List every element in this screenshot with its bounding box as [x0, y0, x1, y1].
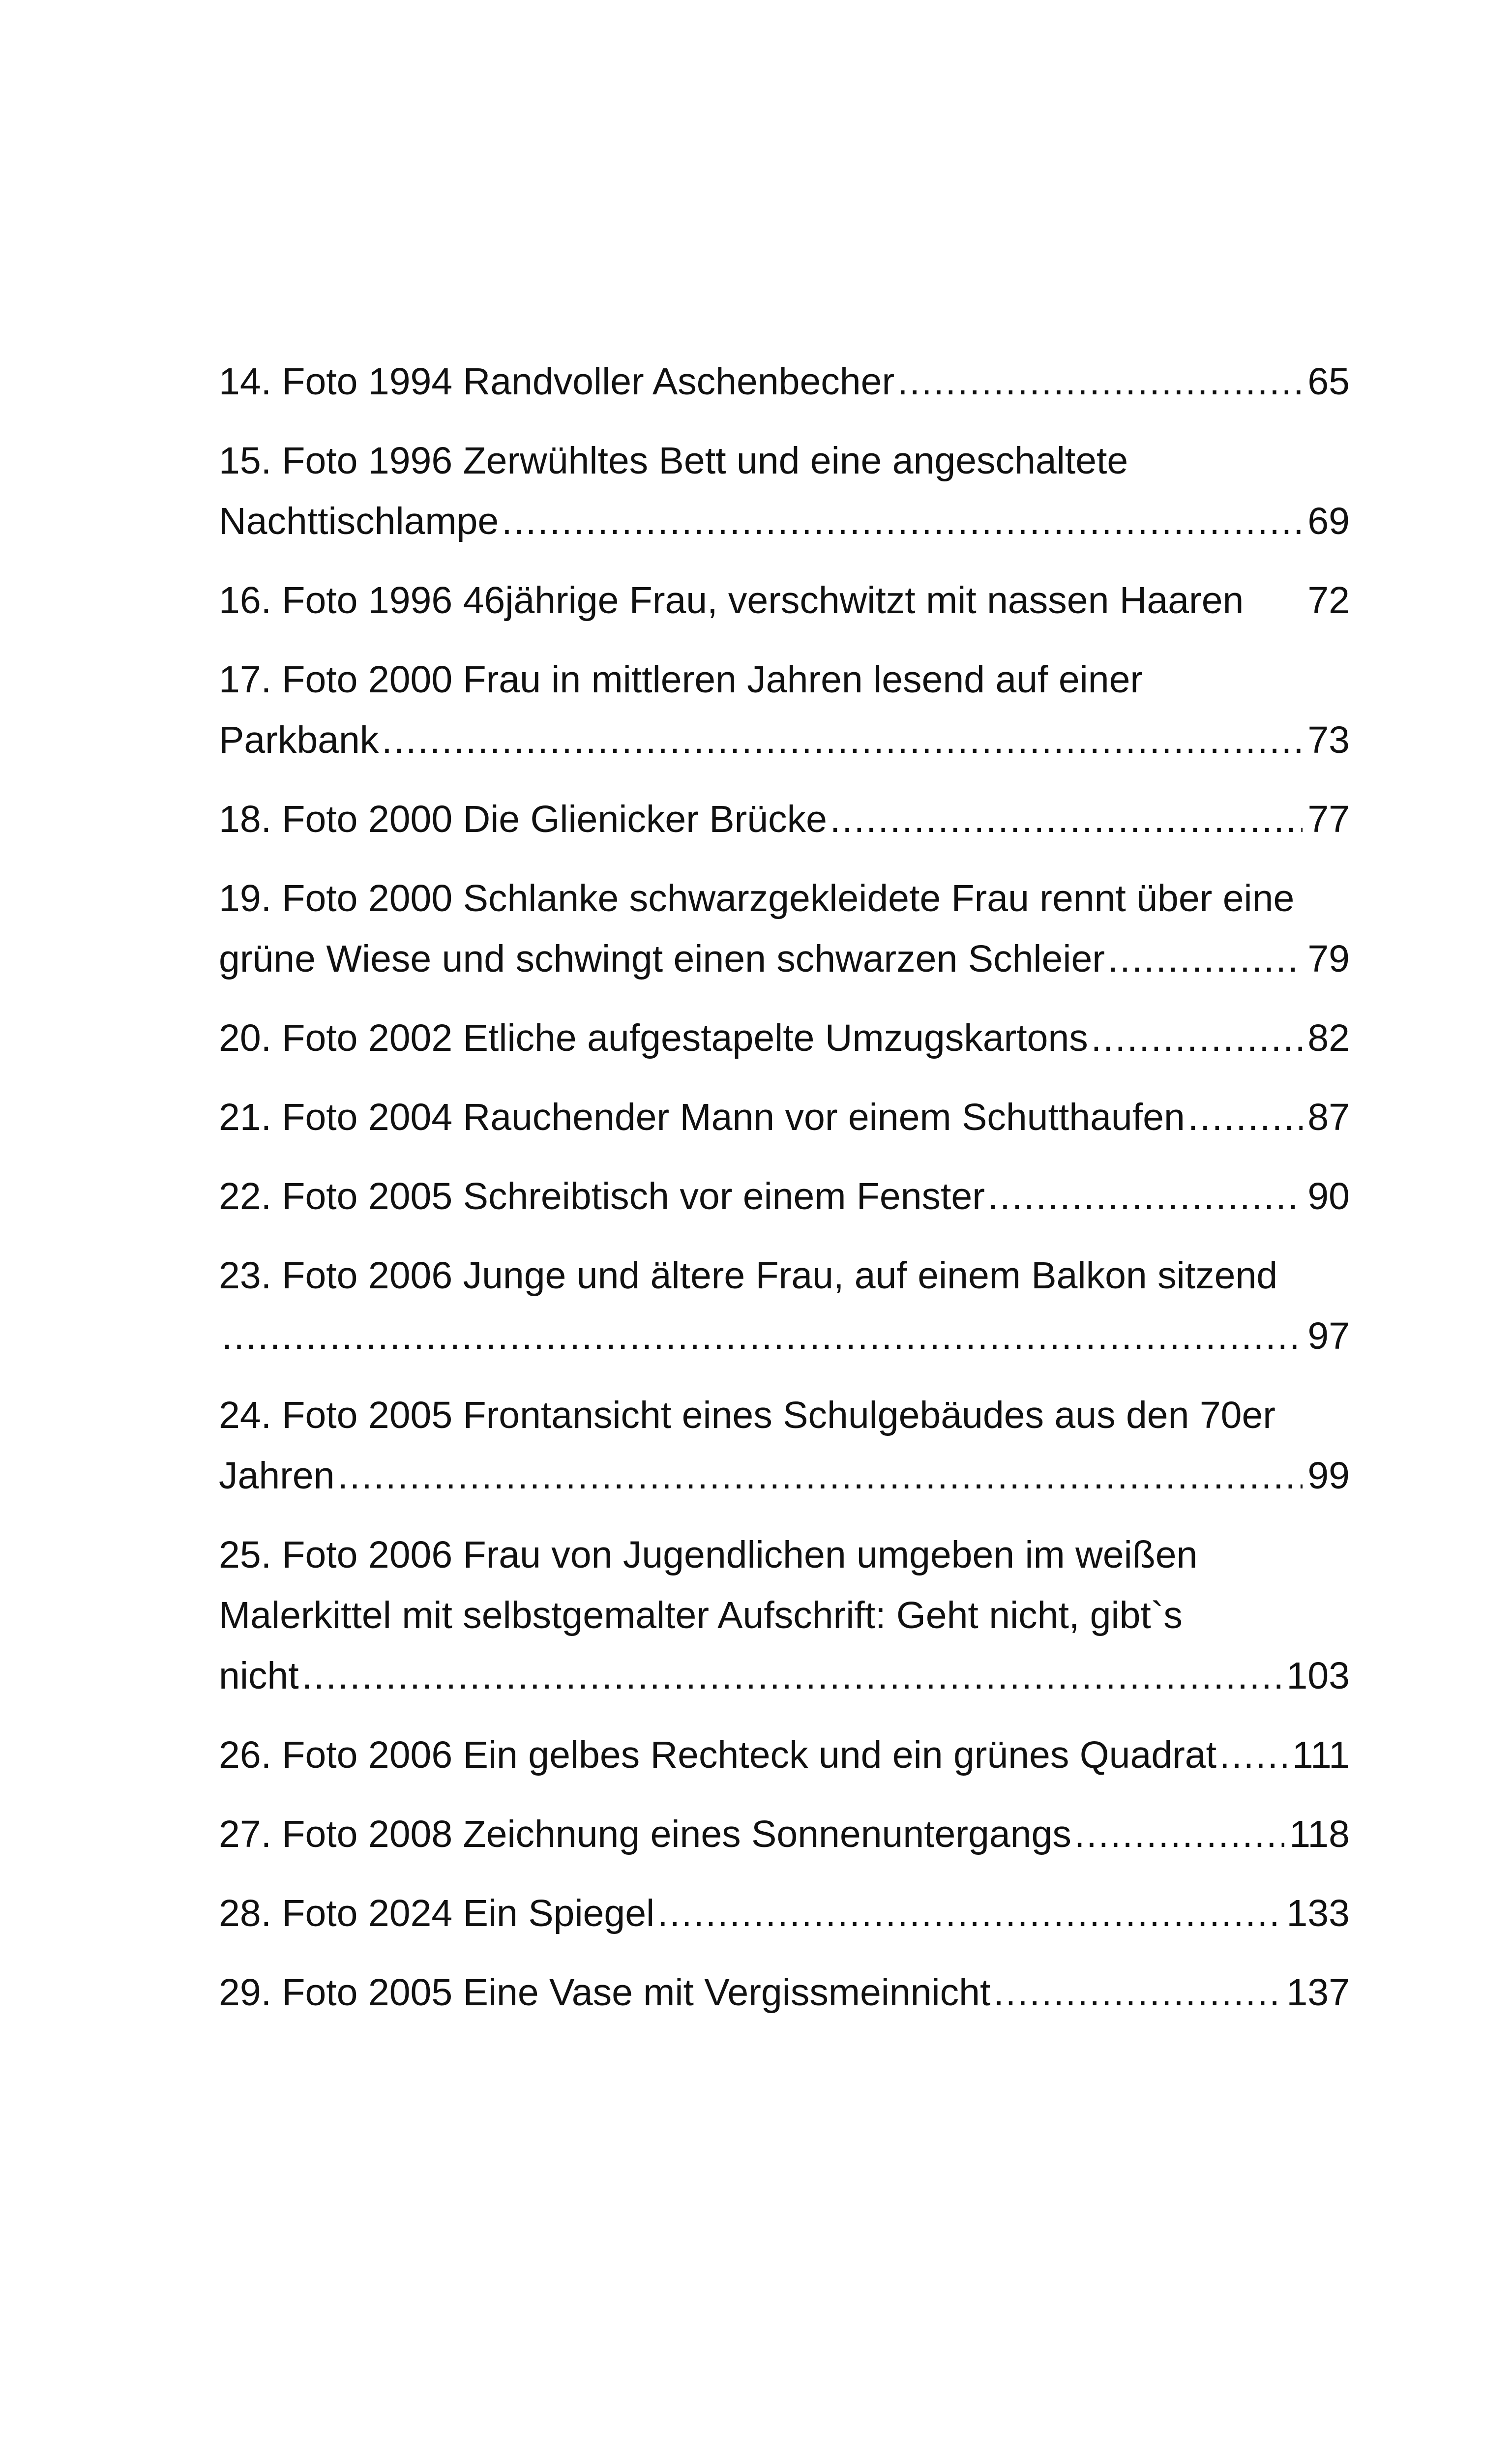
dot-leader [1091, 1008, 1303, 1069]
toc-line [219, 1166, 1350, 1227]
toc-page-number: 118 [1289, 1813, 1350, 1855]
toc-line [219, 1446, 1350, 1506]
dot-leader [988, 1166, 1303, 1227]
toc-line [219, 1087, 1350, 1148]
toc-entry-title: 15. Foto 1996 Zerwühltes Bett und eine angeschaltete [219, 440, 1128, 482]
toc-entry-title: 23. Foto 2006 Junge und ältere Frau, auf einem Balkon sitzend [219, 1254, 1278, 1297]
toc-entry-title: 19. Foto 2000 Schlanke schwarzgekleidete Frau rennt über eine [219, 877, 1295, 920]
toc-entry [219, 1385, 1350, 1506]
toc-page-number: 82 [1307, 1017, 1350, 1059]
dot-leader [502, 491, 1303, 552]
toc-entry [219, 650, 1350, 771]
toc-entry [219, 1087, 1350, 1148]
toc-line [219, 1804, 1350, 1865]
toc-entry-title: 27. Foto 2008 Zeichnung eines Sonnenuntergangs [219, 1813, 1071, 1855]
dot-leader [897, 352, 1303, 412]
toc-line [219, 1725, 1350, 1785]
toc-entry-title-continued: grüne Wiese und schwingt einen schwarzen Schleier [219, 938, 1105, 980]
toc-line [219, 1246, 1350, 1306]
toc-entry-title: 28. Foto 2024 Ein Spiegel [219, 1892, 655, 1934]
toc-line [219, 710, 1350, 771]
toc-entry-title: 29. Foto 2005 Eine Vase mit Vergissmeinnicht [219, 1971, 991, 2014]
toc-page-number: 65 [1307, 360, 1350, 403]
toc-entry-title: 22. Foto 2005 Schreibtisch vor einem Fenster [219, 1175, 985, 1218]
toc-entry [219, 868, 1350, 989]
toc-entry [219, 352, 1350, 412]
toc-page-number: 90 [1307, 1175, 1350, 1218]
toc-entry [219, 1246, 1350, 1367]
toc-page-number: 77 [1307, 798, 1350, 840]
toc-page-number: 73 [1307, 719, 1350, 761]
toc-page-number: 79 [1307, 938, 1350, 980]
toc-entry [219, 431, 1350, 552]
toc-entry [219, 1525, 1350, 1706]
toc-entry-title-continued: Parkbank [219, 719, 379, 761]
toc-line [219, 1883, 1350, 1944]
toc-entry-title: 24. Foto 2005 Frontansicht eines Schulgebäudes aus den 70er [219, 1394, 1275, 1436]
toc-entry-title: 21. Foto 2004 Rauchender Mann vor einem Schutthaufen [219, 1096, 1185, 1138]
table-of-contents [219, 352, 1350, 2042]
toc-line [219, 1585, 1350, 1646]
dot-leader [657, 1883, 1281, 1944]
toc-page-number: 99 [1307, 1455, 1350, 1497]
dot-leader [993, 1962, 1281, 2023]
dot-leader [302, 1646, 1282, 1706]
toc-line [219, 1646, 1350, 1706]
dot-leader [337, 1446, 1303, 1506]
toc-page-number: 133 [1286, 1892, 1350, 1934]
toc-entry-title-continued: nicht [219, 1655, 299, 1697]
dot-leader [1188, 1087, 1303, 1148]
toc-entry [219, 1883, 1350, 1944]
toc-page-number: 72 [1307, 579, 1350, 622]
toc-entry [219, 1166, 1350, 1227]
toc-entry [219, 1804, 1350, 1865]
toc-page-number: 137 [1286, 1971, 1350, 2014]
dot-leader [1108, 929, 1303, 989]
toc-line [219, 431, 1350, 491]
toc-page-number: 69 [1307, 500, 1350, 542]
dot-leader [1219, 1725, 1287, 1785]
toc-entry [219, 789, 1350, 850]
toc-entry-title: 17. Foto 2000 Frau in mittleren Jahren lesend auf einer [219, 658, 1143, 701]
toc-entry-title-continued: Jahren [219, 1455, 335, 1497]
toc-line [219, 650, 1350, 710]
toc-entry [219, 1725, 1350, 1785]
toc-entry [219, 1962, 1350, 2023]
toc-line [219, 1525, 1350, 1585]
toc-entry-title-continued: Malerkittel mit selbstgemalter Aufschrift: Geht nicht, gibt`s [219, 1594, 1183, 1636]
dot-leader [1074, 1804, 1284, 1865]
toc-line [219, 1962, 1350, 2023]
toc-line [219, 352, 1350, 412]
dot-leader [830, 789, 1303, 850]
toc-entry-title: 16. Foto 1996 46jährige Frau, verschwitzt mit nassen Haaren [219, 579, 1244, 622]
toc-line [219, 1008, 1350, 1069]
toc-entry-title: 26. Foto 2006 Ein gelbes Rechteck und ein grünes Quadrat [219, 1734, 1216, 1776]
toc-page-number: 87 [1307, 1096, 1350, 1138]
dot-leader [222, 1306, 1303, 1367]
toc-entry-title: 25. Foto 2006 Frau von Jugendlichen umgeben im weißen [219, 1534, 1198, 1576]
toc-line [219, 929, 1350, 989]
toc-line [219, 1306, 1350, 1367]
toc-entry [219, 1008, 1350, 1069]
toc-line [219, 491, 1350, 552]
toc-page-number: 103 [1286, 1655, 1350, 1697]
toc-entry-title: 18. Foto 2000 Die Glienicker Brücke [219, 798, 827, 840]
dot-leader [382, 710, 1303, 771]
toc-line [219, 570, 1350, 631]
toc-page-number: 111 [1292, 1734, 1350, 1776]
toc-page-number: 97 [1307, 1315, 1350, 1357]
toc-entry-title-continued: Nachttischlampe [219, 500, 499, 542]
toc-line [219, 789, 1350, 850]
toc-entry-title: 20. Foto 2002 Etliche aufgestapelte Umzugskartons [219, 1017, 1088, 1059]
toc-entry [219, 570, 1350, 631]
toc-line [219, 1385, 1350, 1446]
toc-line [219, 868, 1350, 929]
toc-entry-title: 14. Foto 1994 Randvoller Aschenbecher [219, 360, 895, 403]
